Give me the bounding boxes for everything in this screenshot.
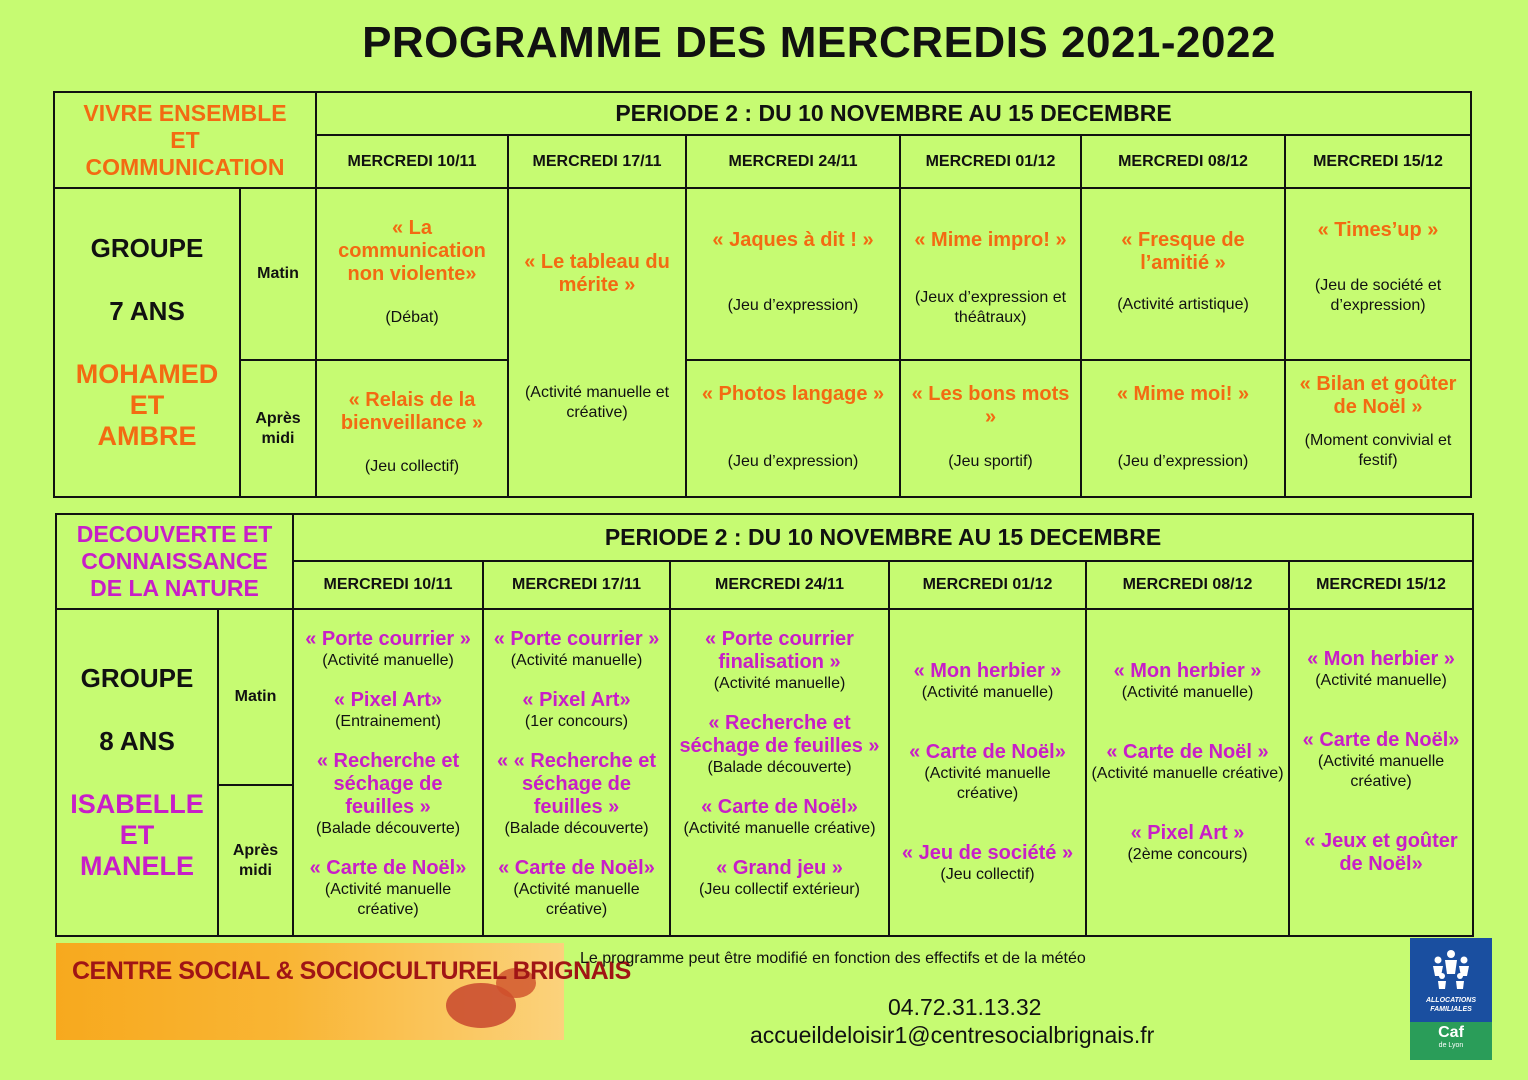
period-header: PERIODE 2 : DU 10 NOVEMBRE AU 15 DECEMBRE — [293, 514, 1473, 561]
activity-cell: « Mon herbier » (Activité manuelle) « Carte de Noël » (Activité manuelle créative) « Pixel Art » (2ème concours) — [1086, 609, 1289, 936]
schedule-table-7-ans — [53, 91, 1472, 498]
activity-cell: « Fresque de l’amitié » (Activité artistique) — [1081, 188, 1285, 360]
slot-afternoon: Après midi — [240, 360, 316, 497]
activity-cell: « Jaques à dit ! » (Jeu d’expression) — [686, 188, 900, 360]
day-header: MERCREDI 01/12 — [889, 561, 1086, 609]
day-header: MERCREDI 17/11 — [483, 561, 670, 609]
day-header: MERCREDI 10/11 — [293, 561, 483, 609]
activity-cell: « Relais de la bienveillance » (Jeu collectif) — [316, 360, 508, 497]
activity-cell: « Porte courrier » (Activité manuelle) « Pixel Art» (1er concours) « « Recherche et séchage de feuilles » (Balade découverte) « Carte de Noël» (Activité manuelle créative) — [483, 609, 670, 936]
day-header: MERCREDI 15/12 — [1285, 135, 1471, 188]
footer-note: Le programme peut être modifié en fonction des effectifs et de la météo — [580, 950, 1086, 967]
slot-afternoon: Après midi — [218, 785, 293, 936]
activity-cell: « Mime impro! » (Jeux d’expression et théâtraux) — [900, 188, 1081, 360]
schedule-table-8-ans — [55, 513, 1474, 937]
group-info: GROUPE 7 ANS MOHAMED ET AMBRE — [54, 188, 240, 497]
centre-social-logo: CENTRE SOCIAL & SOCIOCULTUREL BRIGNAIS — [56, 943, 564, 1040]
activity-cell: « Times’up » (Jeu de société et d’expression) — [1285, 188, 1471, 360]
slot-morning: Matin — [218, 609, 293, 785]
group-info: GROUPE 8 ANS ISABELLE ET MANELE — [56, 609, 218, 936]
activity-cell: « Le tableau du mérite » (Activité manuelle et créative) — [508, 188, 686, 497]
period-header: PERIODE 2 : DU 10 NOVEMBRE AU 15 DECEMBRE — [316, 92, 1471, 135]
day-header: MERCREDI 24/11 — [670, 561, 889, 609]
activity-cell: « La communication non violente» (Débat) — [316, 188, 508, 360]
activity-cell: « Les bons mots » (Jeu sportif) — [900, 360, 1081, 497]
activity-cell: « Mon herbier » (Activité manuelle) « Carte de Noël» (Activité manuelle créative) « Jeux et goûter de Noël» — [1289, 609, 1473, 936]
day-header: MERCREDI 08/12 — [1081, 135, 1285, 188]
family-icon — [1428, 946, 1474, 992]
caf-label: ALLOCATIONS FAMILIALES — [1425, 997, 1477, 1013]
theme-title: DECOUVERTE ET CONNAISSANCE DE LA NATURE — [56, 514, 293, 609]
day-header: MERCREDI 15/12 — [1289, 561, 1473, 609]
caf-logo: ALLOCATIONS FAMILIALES Caf de Lyon — [1410, 938, 1492, 1060]
theme-title: VIVRE ENSEMBLE ET COMMUNICATION — [54, 92, 316, 188]
day-header: MERCREDI 08/12 — [1086, 561, 1289, 609]
day-header: MERCREDI 01/12 — [900, 135, 1081, 188]
day-header: MERCREDI 10/11 — [316, 135, 508, 188]
contact-phone: 04.72.31.13.32 — [888, 994, 1042, 1020]
activity-cell: « Mon herbier » (Activité manuelle) « Carte de Noël» (Activité manuelle créative) « Jeu de société » (Jeu collectif) — [889, 609, 1086, 936]
activity-cell: « Bilan et goûter de Noël » (Moment convivial et festif) — [1285, 360, 1471, 497]
activity-cell: « Porte courrier finalisation » (Activité manuelle) « Recherche et séchage de feuilles » (Balade découverte) « Carte de Noël» (Activité manuelle créative) « Grand jeu » (Jeu collectif extérieur) — [670, 609, 889, 936]
page-title: PROGRAMME DES MERCREDIS 2021-2022 — [362, 18, 1276, 67]
day-header: MERCREDI 24/11 — [686, 135, 900, 188]
activity-cell: « Mime moi! » (Jeu d’expression) — [1081, 360, 1285, 497]
contact-email: accueildeloisir1@centresocialbrignais.fr — [750, 1022, 1155, 1048]
activity-cell: « Photos langage » (Jeu d’expression) — [686, 360, 900, 497]
day-header: MERCREDI 17/11 — [508, 135, 686, 188]
activity-cell: « Porte courrier » (Activité manuelle) « Pixel Art» (Entrainement) « Recherche et séchage de feuilles » (Balade découverte) « Carte de Noël» (Activité manuelle créative) — [293, 609, 483, 936]
slot-morning: Matin — [240, 188, 316, 360]
